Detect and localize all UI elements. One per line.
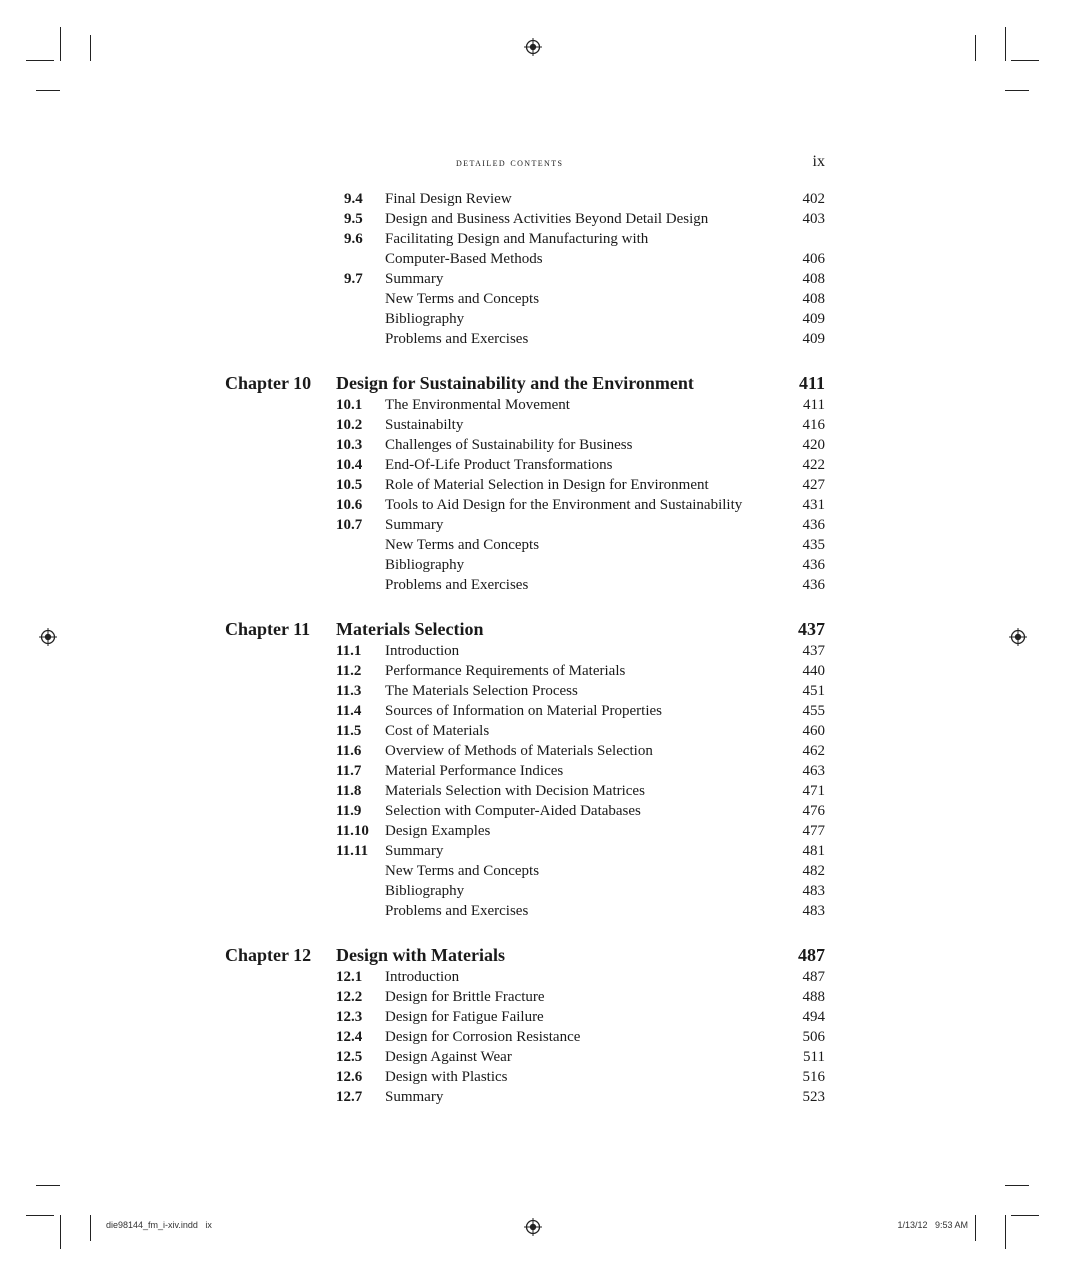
page-ref: 487 [802,969,825,985]
chapter-page: 487 [798,945,825,965]
section-title: Sources of Information on Material Properties [385,703,663,719]
section-title: Selection with Computer-Aided Databases [385,803,641,819]
page-ref: 408 [802,291,825,307]
crop-mark [60,27,61,61]
section-number: 10.1 [336,397,363,413]
crop-mark [1011,1215,1039,1216]
page-ref: 451 [802,683,825,699]
toc-entry [0,801,1065,821]
section-title: Summary [385,843,444,859]
toc-entry [0,395,1065,415]
chapter-label: Chapter 11 [225,619,311,639]
section-number: 11.10 [336,823,369,839]
section-title: Design for Brittle Fracture [385,989,545,1005]
chapter-heading [0,617,1065,641]
toc-entry [0,661,1065,681]
toc-entry [0,229,1065,249]
section-number: 10.2 [336,417,363,433]
section-number: 11.11 [336,843,369,859]
toc-entry [0,249,1065,269]
section-number: 11.4 [336,703,362,719]
section-number: 9.4 [344,191,363,207]
toc-entry [0,641,1065,661]
crop-mark [975,35,976,61]
section-number: 12.7 [336,1089,363,1105]
chapter-label: Chapter 12 [225,945,312,965]
section-title: Introduction [385,969,460,985]
section-title: Materials Selection with Decision Matrices [385,783,645,799]
section-title: Tools to Aid Design for the Environment and Sustainability [385,497,743,513]
crop-mark [26,1215,54,1216]
section-number: 12.2 [336,989,363,1005]
toc-entry [0,329,1065,349]
page-ref: 462 [802,743,825,759]
chapter-heading [0,943,1065,967]
section-title: Design Against Wear [385,1049,512,1065]
crop-mark [36,1185,60,1186]
page-ref: 483 [802,903,825,919]
section-number: 12.5 [336,1049,363,1065]
toc-entry [0,535,1065,555]
section-number: 10.3 [336,437,363,453]
crop-mark [90,35,91,61]
crop-mark [26,60,54,61]
crop-mark [1005,90,1029,91]
slug-file-info: die98144_fm_i-xiv.indd ix [106,1220,212,1230]
page-ref: 455 [802,703,825,719]
page-ref: 516 [802,1069,825,1085]
page-ref: 494 [802,1009,825,1025]
chapter-page: 437 [798,619,825,639]
section-title: Problems and Exercises [385,331,529,347]
section-title: End-Of-Life Product Transformations [385,457,613,473]
page-ref: 409 [802,331,825,347]
page-ref: 483 [802,883,825,899]
page-ref: 409 [802,311,825,327]
section-title: Challenges of Sustainability for Business [385,437,633,453]
section-title: New Terms and Concepts [385,863,540,879]
section-number: 9.6 [344,231,363,247]
section-title: New Terms and Concepts [385,537,540,553]
section-number: 11.1 [336,643,362,659]
page-ref: 402 [802,191,825,207]
toc-entry [0,269,1065,289]
toc-entry [0,781,1065,801]
page-ref: 403 [802,211,825,227]
page-ref: 506 [802,1029,825,1045]
section-number: 12.6 [336,1069,363,1085]
page-ref: 437 [802,643,825,659]
crop-mark [1011,60,1039,61]
toc-entry [0,861,1065,881]
page-ref: 476 [802,803,825,819]
section-number: 12.4 [336,1029,363,1045]
section-title: Problems and Exercises [385,577,529,593]
section-title: Summary [385,517,444,533]
section-number: 10.5 [336,477,363,493]
section-title: Introduction [385,643,460,659]
toc-entry [0,495,1065,515]
chapter-page: 411 [798,373,825,393]
section-number: 12.3 [336,1009,363,1025]
toc-entry [0,681,1065,701]
toc-entry [0,309,1065,329]
crop-mark [90,1215,91,1241]
crop-mark [975,1215,976,1241]
chapter-label: Chapter 10 [225,373,312,393]
page-ref: 488 [802,989,825,1005]
section-title: Role of Material Selection in Design for Environment [385,477,709,493]
page-ref: 408 [802,271,825,287]
table-of-contents [0,189,1065,1107]
section-title: Design and Business Activities Beyond Detail Design [385,211,709,227]
chapter-heading [0,371,1065,395]
toc-entry [0,1087,1065,1107]
section-title: Design with Plastics [385,1069,508,1085]
toc-entry [0,455,1065,475]
section-number: 10.4 [336,457,363,473]
toc-entry [0,415,1065,435]
page-ref: 411 [803,397,825,413]
page-ref: 481 [802,843,825,859]
section-title: Bibliography [385,883,465,899]
toc-entry [0,741,1065,761]
section-title: Overview of Methods of Materials Selection [385,743,653,759]
toc-entry [0,701,1065,721]
crop-mark [60,1215,61,1249]
section-title: Summary [385,1089,444,1105]
section-number: 11.8 [336,783,362,799]
section-number: 9.7 [344,271,363,287]
page-ref: 420 [802,437,825,453]
toc-entry [0,761,1065,781]
slug-datetime: 1/13/12 9:53 AM [897,1220,968,1230]
page-ref: 511 [803,1049,825,1065]
page-ref: 463 [802,763,825,779]
toc-entry [0,475,1065,495]
section-title: Design for Corrosion Resistance [385,1029,581,1045]
toc-entry [0,1067,1065,1087]
toc-entry [0,515,1065,535]
section-number: 11.6 [336,743,362,759]
toc-entry [0,575,1065,595]
section-title: Final Design Review [385,191,512,207]
toc-entry [0,435,1065,455]
section-title: Performance Requirements of Materials [385,663,626,679]
toc-entry [0,189,1065,209]
section-number: 10.6 [336,497,363,513]
page-ref: 416 [802,417,825,433]
toc-entry [0,1027,1065,1047]
toc-entry [0,987,1065,1007]
page-ref: 436 [802,517,825,533]
page-number: ix [812,153,825,170]
toc-entry [0,1047,1065,1067]
section-title: Bibliography [385,311,465,327]
section-number: 11.2 [336,663,362,679]
toc-entry [0,555,1065,575]
page-ref: 406 [802,251,825,267]
page-ref: 440 [802,663,825,679]
section-title: Problems and Exercises [385,903,529,919]
crop-mark [36,90,60,91]
toc-entry [0,967,1065,987]
toc-entry [0,821,1065,841]
page-ref: 435 [802,537,825,553]
section-title: Summary [385,271,444,287]
chapter-title: Materials Selection [336,619,484,639]
page-ref: 436 [802,557,825,573]
crop-mark [1005,1185,1029,1186]
page-ref: 523 [802,1089,825,1105]
section-title: Computer-Based Methods [385,251,543,267]
page-ref: 477 [802,823,825,839]
section-title: New Terms and Concepts [385,291,540,307]
toc-entry [0,289,1065,309]
section-title: Cost of Materials [385,723,490,739]
section-number: 11.7 [336,763,362,779]
section-title: The Environmental Movement [385,397,570,413]
page-header [336,153,825,173]
registration-mark-icon [524,38,542,56]
page-ref: 422 [802,457,825,473]
chapter-title: Design with Materials [336,945,505,965]
toc-entry [0,209,1065,229]
section-number: 9.5 [344,211,363,227]
toc-entry [0,721,1065,741]
crop-mark [1005,27,1006,61]
section-title: Material Performance Indices [385,763,564,779]
section-number: 11.5 [336,723,362,739]
page-ref: 431 [802,497,825,513]
toc-entry [0,1007,1065,1027]
page-ref: 427 [802,477,825,493]
section-title: Sustainabilty [385,417,464,433]
section-title: Design Examples [385,823,491,839]
page-ref: 471 [802,783,825,799]
section-number: 12.1 [336,969,363,985]
section-number: 11.9 [336,803,362,819]
section-title: Design for Fatigue Failure [385,1009,544,1025]
crop-mark [1005,1215,1006,1249]
page-ref: 460 [802,723,825,739]
toc-entry [0,901,1065,921]
section-number: 11.3 [336,683,362,699]
toc-entry [0,841,1065,861]
page-ref: 436 [802,577,825,593]
page-ref: 482 [802,863,825,879]
running-head: detailed contents [456,157,564,169]
toc-entry [0,881,1065,901]
section-title: Bibliography [385,557,465,573]
chapter-title: Design for Sustainability and the Environment [336,373,694,393]
section-title: Facilitating Design and Manufacturing with [385,231,649,247]
section-title: The Materials Selection Process [385,683,578,699]
registration-mark-icon [524,1218,542,1236]
section-number: 10.7 [336,517,363,533]
